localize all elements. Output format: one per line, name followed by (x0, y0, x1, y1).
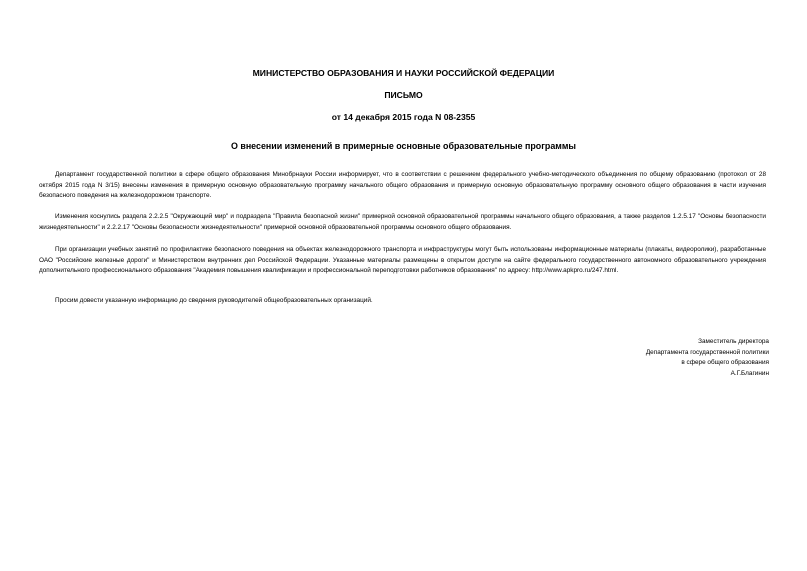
body-paragraph-1: Департамент государственной политики в сфере общего образования Минобрнауки России информирует, что в соответствии с решением федерального учебно-методического объединения по общему образованию (протокол от 28 октября 2015 года N 3/15) внесены изменения в примерную основную образовательную программу начального общего образования и примерную основную образовательную программу основного общего образования в части изучения безопасного поведения на железнодорожном транспорте. (39, 171, 766, 199)
document-subject: О внесении изменений в примерные основные образовательные программы (231, 141, 576, 151)
document-date-number: от 14 декабря 2015 года N 08-2355 (331, 112, 476, 122)
ministry-name: МИНИСТЕРСТВО ОБРАЗОВАНИЯ И НАУКИ РОССИЙСКОЙ ФЕДЕРАЦИИ (252, 68, 555, 78)
body-paragraph-2: Изменения коснулись раздела 2.2.2.5 "Окружающий мир" и подраздела "Правила безопасной жизни" примерной основной образовательной программы начального общего образования, а также разделов 1.2.5.17 "Основы безопасности жизнедеятельности" и 2.2.2.17 "Основы безопасности жизнедеятельности" примерной основной образовательной программы основного общего образования. (39, 213, 766, 231)
signature-department: Департамента государственной политики (645, 348, 769, 356)
signatory-name: А.Г.Благинин (730, 369, 769, 377)
signature-position: Заместитель директора (698, 338, 769, 345)
body-paragraph-3: При организации учебных занятий по профилактике безопасного поведения на объектах железнодорожного транспорта и инфраструктуры могут быть использованы информационные материалы (плакаты, видеоролики), разработанные ОАО "Российские железные дороги" и Министерством внутренних дел Российской Федерации. Указанные материалы размещены в открытом доступе на сайте федерального государственного автономного образовательного учреждения дополнительного профессионального образования "Академия повышения квалификации и профессиональной переподготовки работников образования" по адресу: http://www.apkpro.ru/247.html. (39, 246, 766, 274)
document-type: ПИСЬМО (384, 90, 423, 100)
body-paragraph-4: Просим довести указанную информацию до сведения руководителей общеобразовательных организаций. (55, 297, 373, 304)
signature-sphere: в сфере общего образования (681, 359, 769, 366)
signature-block (469, 337, 769, 379)
